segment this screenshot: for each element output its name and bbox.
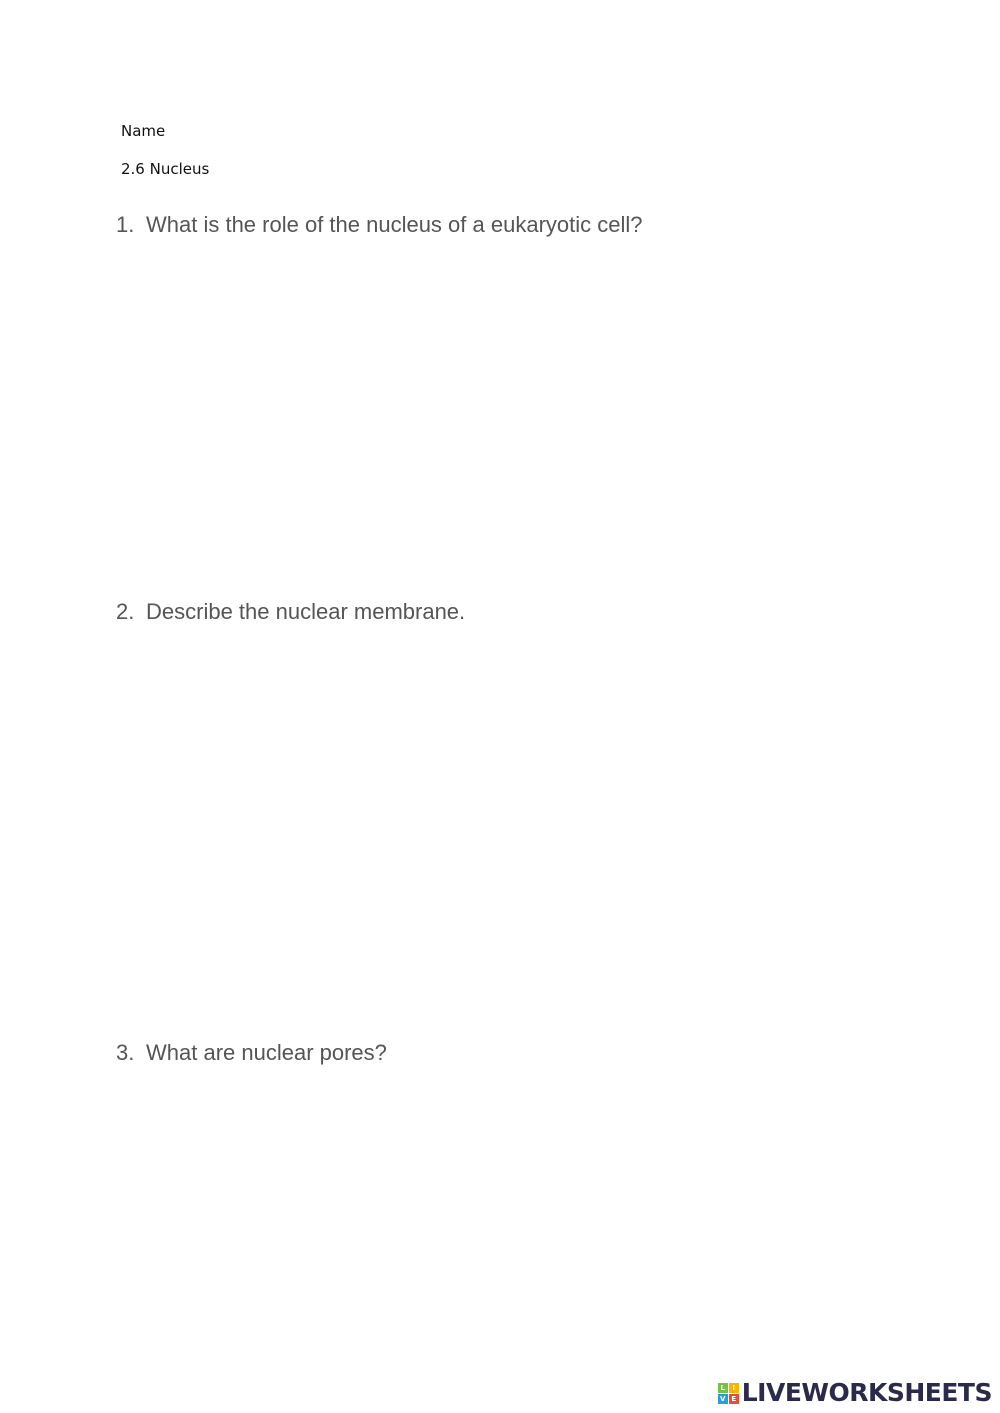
question-text: What are nuclear pores? xyxy=(146,1040,387,1065)
answer-area-1[interactable] xyxy=(116,250,876,580)
logo-icon xyxy=(718,1383,739,1404)
liveworksheets-logo xyxy=(718,1378,992,1408)
topic-title: 2.6 Nucleus xyxy=(121,160,210,178)
answer-area-3[interactable] xyxy=(116,1080,876,1360)
question-2 xyxy=(116,599,465,625)
logo-cell-e: E xyxy=(729,1394,739,1404)
question-1 xyxy=(116,212,642,238)
question-3 xyxy=(116,1040,387,1066)
question-number: 2. xyxy=(116,599,135,624)
question-number: 1. xyxy=(116,212,135,237)
logo-cell-v: V xyxy=(718,1394,728,1404)
question-number: 3. xyxy=(116,1040,135,1065)
logo-cell-l: L xyxy=(718,1383,728,1393)
question-text: What is the role of the nucleus of a eukaryotic cell? xyxy=(146,212,643,237)
logo-cell-i: I xyxy=(729,1383,739,1393)
question-text: Describe the nuclear membrane. xyxy=(146,599,466,624)
brand-name: LIVEWORKSHEETS xyxy=(741,1378,992,1407)
name-label: Name xyxy=(121,122,166,140)
answer-area-2[interactable] xyxy=(116,640,876,1020)
